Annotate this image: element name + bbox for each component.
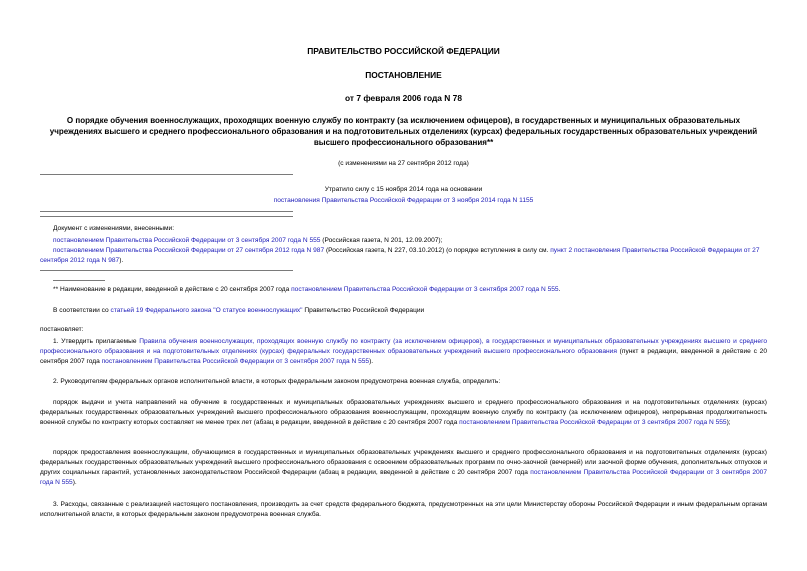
changes-item: постановлением Правительства Российской Федерации от 3 сентября 2007 года N 555 (Российская газета, N 201, 12.09.2007); xyxy=(53,237,443,244)
document-date-number: от 7 февраля 2006 года N 78 xyxy=(345,93,462,103)
amendment-note: (с изменениями на 27 сентября 2012 года) xyxy=(338,160,469,167)
government-heading: ПРАВИТЕЛЬСТВО РОССИЙСКОЙ ФЕДЕРАЦИИ xyxy=(307,46,500,56)
amendment-link[interactable]: постановлением Правительства Российской Федерации от 27 сентября 2012 года N 987 xyxy=(53,247,325,254)
entry-into-force-link[interactable]: пункт 2 постановления Правительства Российской Федерации от 27 сентября 2012 года N 987 xyxy=(40,247,760,264)
preamble: В соответствии со статьей 19 Федерального закона "О статусе военнослужащих" Правительство Российской Федерации xyxy=(53,307,425,314)
paragraph-3: 3. Расходы, связанные с реализацией настоящего постановления, производить за счет средств федерального бюджета, предусмотренных на эти цели Министерству обороны Российской Федерации и иным федеральным органам исполнительной власти, в которых федеральным законом предусмотрена военная служба. xyxy=(40,501,767,518)
paragraph-2a: порядок выдачи и учета направлений на обучение в государственных и муниципальных образовательных учреждениях высшего и среднего профессионального образования и на подготовительных отделениях (курсах) федеральных государственных образовательных учреждений высшего профессионального образования военнослужащим, проходящим военную службу по контракту (за исключением офицеров), непрерывная продолжительность военной службы по контракту которых составляет не менее трех лет (абзац в редакции, введенной в действие с 20 сентября 2007 года постановлением Правительства Российской Федерации от 3 сентября 2007 года N 555); xyxy=(40,399,767,426)
amendment-link[interactable]: постановлением Правительства Российской Федерации от 3 сентября 2007 года N 555 xyxy=(40,469,767,486)
separator-line xyxy=(40,216,293,217)
repeal-status: Утратило силу с 15 ноября 2014 года на основании xyxy=(324,186,483,193)
paragraph-2: 2. Руководителям федеральных органов исполнительной власти, в которых федеральным законом предусмотрена военная служба, определить: xyxy=(53,378,501,385)
amendment-link[interactable]: постановлением Правительства Российской Федерации от 3 сентября 2007 года N 555 xyxy=(101,358,370,365)
amendment-link[interactable]: постановлением Правительства Российской Федерации от 3 сентября 2007 года N 555 xyxy=(53,237,321,244)
changes-item: постановлением Правительства Российской Федерации от 27 сентября 2012 года N 987 (Российская газета, N 227, 03.10.2012) (о порядке вступления в силу см. пункт 2 постановления Правительства Российской Федерации от 27 сентября 2012 года N 987). xyxy=(40,247,760,264)
document-title: О порядке обучения военнослужащих, проходящих военную службу по контракту (за исключением офицеров), в государственных и муниципальных образовательных учреждениях высшего и среднего профессионального образования и на подготовительных отделениях (курсах) федеральных государственных образовательных учреждений высшего профессионального образования** xyxy=(49,116,758,147)
amendment-link[interactable]: постановлением Правительства Российской Федерации от 3 сентября 2007 года N 555 xyxy=(459,419,727,426)
footnote: ** Наименование в редакции, введенной в действие с 20 сентября 2007 года постановлением Правительства Российской Федерации от 3 сентября 2007 года N 555. xyxy=(53,286,561,293)
separator-line xyxy=(40,270,293,271)
separator-line xyxy=(40,211,293,212)
paragraph-1: 1. Утвердить прилагаемые Правила обучения военнослужащих, проходящих военную службу по контракту (за исключением офицеров), в государственных и муниципальных образовательных учреждениях высшего и среднего профессионального образования и на подготовительных отделениях (курсах) федеральных государственных образовательных учреждений высшего профессионального образования (пункт в редакции, введенной в действие с 20 сентября 2007 года постановлением Правительства Российской Федерации от 3 сентября 2007 года N 555). xyxy=(40,338,767,365)
repeal-decree-link[interactable]: постановления Правительства Российской Федерации от 3 ноября 2014 года N 1155 xyxy=(273,197,534,204)
decree-word: постановляет: xyxy=(40,326,84,333)
paragraph-2b: порядок предоставления военнослужащим, обучающимся в государственных и муниципальных образовательных учреждениях высшего и среднего профессионального образования и на подготовительных отделениях (курсах) федеральных государственных образовательных учреждений высшего профессионального образования с освоением образовательных программ по очно-заочной (вечерней) или заочной форме обучения, дополнительных отпусков и других социальных гарантий, установленных законодательством Российской Федерации (абзац в редакции, введенной в действие с 20 сентября 2007 года постановлением Правительства Российской Федерации от 3 сентября 2007 года N 555). xyxy=(40,449,767,486)
footnote-line xyxy=(53,280,105,281)
separator-line xyxy=(40,174,293,175)
law-article-link[interactable]: статьей 19 Федерального закона "О статусе военнослужащих" xyxy=(110,307,303,314)
rules-link[interactable]: Правила обучения военнослужащих, проходящих военную службу по контракту (за исключением офицеров), в государственных и муниципальных образовательных учреждениях высшего и среднего профессионального образования и на подготовительных отделениях (курсах) федеральных государственных образовательных учреждений высшего профессионального образования xyxy=(40,338,767,355)
footnote-decree-link[interactable]: постановлением Правительства Российской Федерации от 3 сентября 2007 года N 555 xyxy=(291,286,559,293)
changes-intro: Документ с изменениями, внесенными: xyxy=(53,225,175,232)
document-type: ПОСТАНОВЛЕНИЕ xyxy=(365,70,442,80)
